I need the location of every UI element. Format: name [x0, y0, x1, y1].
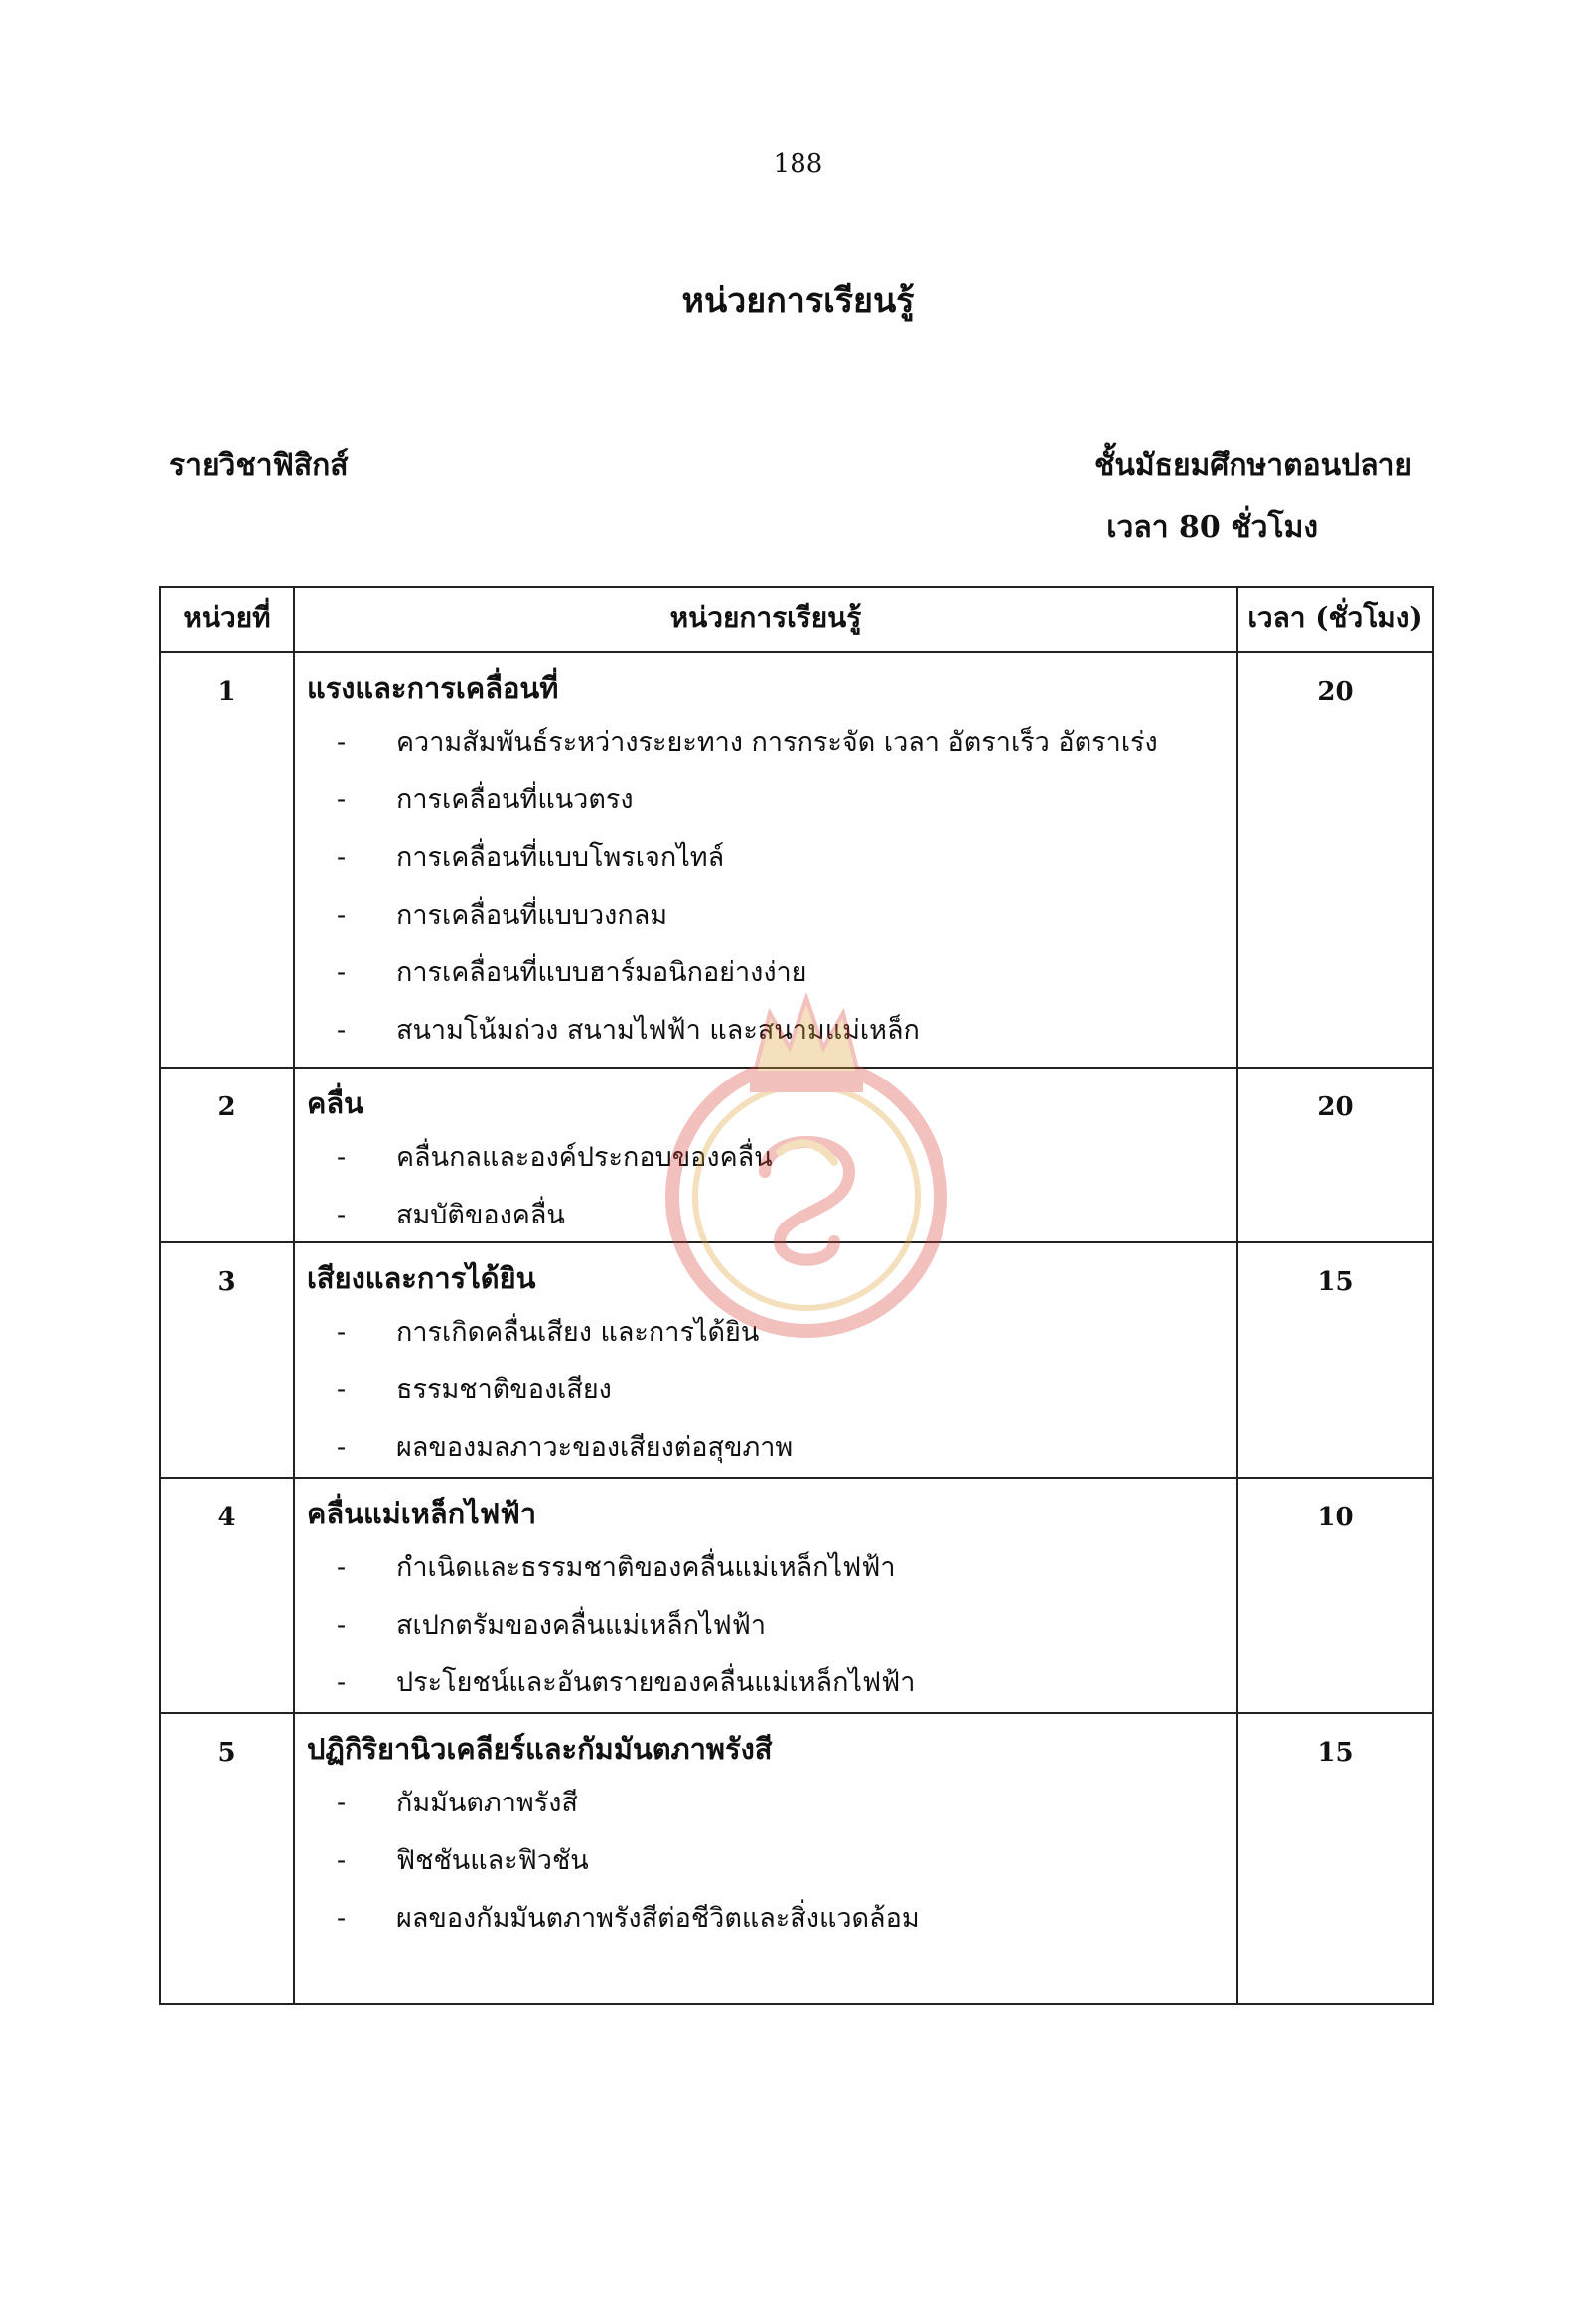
list-item	[337, 1788, 1227, 1819]
table-header-row	[160, 587, 1433, 652]
bullet-dash: -	[337, 1142, 347, 1173]
topic-text: ธรรมชาติของเสียง	[396, 1374, 612, 1405]
topic-text: ผลของกัมมันตภาพรังสีต่อชีวิตและสิ่งแวดล้อม	[396, 1903, 920, 1934]
list-item	[337, 1903, 1227, 1935]
unit-number: 1	[160, 652, 294, 1068]
topic-text: สนามโน้มถ่วง สนามไฟฟ้า และสนามแม่เหล็ก	[396, 1015, 920, 1046]
subject-label: รายวิชาฟิสิกส์	[169, 448, 349, 483]
bullet-dash: -	[337, 900, 347, 931]
topic-text: ฟิชชันและฟิวชัน	[396, 1845, 589, 1876]
list-item	[337, 1142, 1227, 1174]
unit-title: เสียงและการได้ยิน	[307, 1261, 536, 1295]
topic-text: คลื่นกลและองค์ประกอบของคลื่น	[396, 1142, 773, 1173]
topic-text: ความสัมพันธ์ระหว่างระยะทาง การกระจัด เวลา อัตราเร็ว อัตราเร่ง	[396, 727, 1158, 758]
unit-content	[294, 1478, 1237, 1713]
bullet-dash: -	[337, 1374, 347, 1405]
unit-number: 2	[160, 1068, 294, 1242]
header-unit: หน่วยที่	[160, 587, 294, 652]
list-item	[337, 900, 1227, 932]
table-row	[160, 1478, 1433, 1713]
unit-title: คลื่นแม่เหล็กไฟฟ้า	[307, 1497, 537, 1530]
topic-text: การเคลื่อนที่แบบวงกลม	[396, 900, 668, 931]
list-item	[337, 1432, 1227, 1464]
table-row	[160, 1713, 1433, 2004]
list-item	[337, 1015, 1227, 1047]
table-row	[160, 1068, 1433, 1242]
unit-hours: 20	[1237, 652, 1433, 1068]
unit-hours: 10	[1237, 1478, 1433, 1713]
topic-text: สเปกตรัมของคลื่นแม่เหล็กไฟฟ้า	[396, 1610, 767, 1641]
bullet-dash: -	[337, 727, 347, 758]
topic-text: การเคลื่อนที่แนวตรง	[396, 785, 634, 815]
topic-list	[307, 1552, 1227, 1699]
learning-units-table-container	[159, 586, 1432, 2005]
unit-hours: 15	[1237, 1713, 1433, 2004]
bullet-dash: -	[337, 1667, 347, 1698]
topic-list	[307, 1788, 1227, 1935]
topic-text: การเคลื่อนที่แบบฮาร์มอนิกอย่างง่าย	[396, 957, 807, 988]
bullet-dash: -	[337, 1552, 347, 1583]
unit-content	[294, 1068, 1237, 1242]
topic-list	[307, 1142, 1227, 1231]
level-label: ชั้นมัธยมศึกษาตอนปลาย	[1094, 448, 1412, 483]
list-item	[337, 1552, 1227, 1584]
unit-number: 3	[160, 1242, 294, 1478]
bullet-dash: -	[337, 957, 347, 988]
unit-number: 5	[160, 1713, 294, 2004]
unit-title: คลื่น	[307, 1086, 363, 1120]
bullet-dash: -	[337, 1845, 347, 1876]
topic-list	[307, 1317, 1227, 1464]
list-item	[337, 1845, 1227, 1877]
header-content: หน่วยการเรียนรู้	[294, 587, 1237, 652]
unit-hours: 20	[1237, 1068, 1433, 1242]
total-hours-label: เวลา 80 ชั่วโมง	[1106, 510, 1318, 545]
table-row	[160, 1242, 1433, 1478]
bullet-dash: -	[337, 1432, 347, 1463]
topic-text: สมบัติของคลื่น	[396, 1200, 565, 1230]
page-number: 188	[773, 149, 823, 179]
unit-title: แรงและการเคลื่อนที่	[307, 671, 559, 705]
topic-text: กัมมันตภาพรังสี	[396, 1788, 578, 1818]
topic-text: ประโยชน์และอันตรายของคลื่นแม่เหล็กไฟฟ้า	[396, 1667, 916, 1698]
list-item	[337, 1610, 1227, 1642]
list-item	[337, 842, 1227, 874]
bullet-dash: -	[337, 1788, 347, 1818]
unit-number: 4	[160, 1478, 294, 1713]
bullet-dash: -	[337, 1200, 347, 1230]
bullet-dash: -	[337, 1015, 347, 1046]
table-row	[160, 652, 1433, 1068]
list-item	[337, 727, 1227, 759]
bullet-dash: -	[337, 1317, 347, 1348]
unit-title: ปฏิกิริยานิวเคลียร์และกัมมันตภาพรังสี	[307, 1732, 773, 1766]
learning-units-table	[159, 586, 1434, 2005]
list-item	[337, 957, 1227, 989]
list-item	[337, 1317, 1227, 1349]
unit-content	[294, 652, 1237, 1068]
unit-hours: 15	[1237, 1242, 1433, 1478]
topic-list	[307, 727, 1227, 1047]
unit-content	[294, 1713, 1237, 2004]
bullet-dash: -	[337, 1903, 347, 1934]
unit-content	[294, 1242, 1237, 1478]
list-item	[337, 785, 1227, 816]
header-hours: เวลา (ชั่วโมง)	[1237, 587, 1433, 652]
topic-text: กำเนิดและธรรมชาติของคลื่นแม่เหล็กไฟฟ้า	[396, 1552, 896, 1583]
bullet-dash: -	[337, 1610, 347, 1641]
list-item	[337, 1667, 1227, 1699]
list-item	[337, 1200, 1227, 1231]
page-title: หน่วยการเรียนรู้	[681, 281, 915, 321]
topic-text: การเคลื่อนที่แบบโพรเจกไทล์	[396, 842, 725, 873]
bullet-dash: -	[337, 785, 347, 815]
bullet-dash: -	[337, 842, 347, 873]
list-item	[337, 1374, 1227, 1406]
topic-text: ผลของมลภาวะของเสียงต่อสุขภาพ	[396, 1432, 794, 1463]
topic-text: การเกิดคลื่นเสียง และการได้ยิน	[396, 1317, 760, 1348]
